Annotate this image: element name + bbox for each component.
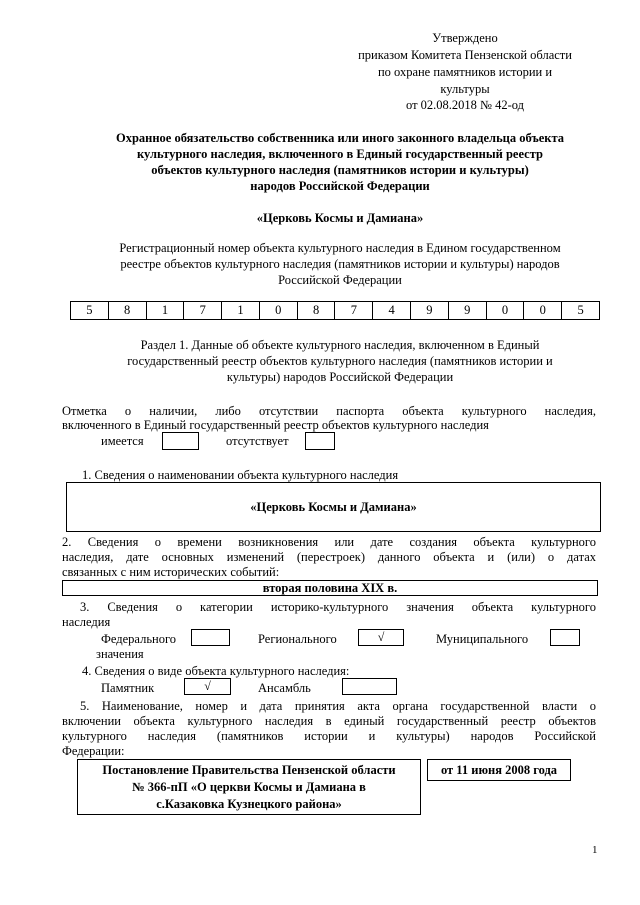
item4-label: 4. Сведения о виде объекта культурного наследия: <box>82 664 350 678</box>
item5-line-4: Федерации: <box>62 744 125 758</box>
section1-line-1: Раздел 1. Данные об объекте культурного наследия, включенном в Единый <box>140 338 540 352</box>
page-number: 1 <box>592 844 598 856</box>
item3-line-3: значения <box>96 647 144 661</box>
item1-value-box <box>66 482 601 532</box>
item3-line-2: наследия <box>62 615 111 629</box>
approval-line-3: по охране памятников истории и <box>377 65 553 79</box>
item2-line-3: связанных с ним исторических событий: <box>62 565 280 579</box>
item5-line-1: 5. Наименование, номер и дата принятия акта органа государственной власти о <box>80 699 596 713</box>
item5-act-line-1: Постановление Правительства Пензенской области <box>102 763 396 777</box>
item5-line-2: включении объекта культурного наследия в единый государственный реестр объектов <box>62 714 596 728</box>
item5-act-line-3: с.Казаковка Кузнецкого района» <box>156 797 342 811</box>
item3-federal-label: Федерального <box>101 632 177 646</box>
registration-number-table <box>70 301 600 320</box>
item3-regional-checkbox[interactable]: √ <box>358 629 404 646</box>
reg-digit: 0 <box>259 302 297 320</box>
item4-ensemble-checkbox[interactable] <box>342 678 397 695</box>
title-line-3: объектов культурного наследия (памятников истории и культуры) <box>151 163 529 177</box>
passport-exists-checkbox[interactable] <box>162 432 199 450</box>
approval-line-5: от 02.08.2018 № 42-од <box>405 98 524 112</box>
item3-municipal-label: Муниципального <box>436 632 529 646</box>
passport-line-2: включенного в Единый государственный реестр объектов культурного наследия <box>62 418 489 432</box>
approval-line-2: приказом Комитета Пензенской области <box>358 48 572 62</box>
passport-line-1: Отметка о наличии, либо отсутствии паспорта объекта культурного наследия, <box>62 404 596 418</box>
item1-label: 1. Сведения о наименовании объекта культурного наследия <box>82 468 399 482</box>
passport-absent-label: отсутствует <box>226 434 289 448</box>
item5-date-box <box>427 759 571 781</box>
title-line-1: Охранное обязательство собственника или иного законного владельца объекта <box>115 131 565 145</box>
item2-line-1: 2. Сведения о времени возникновения или дате создания объекта культурного <box>62 535 596 549</box>
reg-digit: 8 <box>297 302 335 320</box>
reg-digit: 1 <box>222 302 260 320</box>
registration-label-line-2: реестре объектов культурного наследия (памятников истории и культуры) народов <box>120 257 560 271</box>
item3-federal-checkbox[interactable] <box>191 629 230 646</box>
item2-line-2: наследия, дате основных изменений (перестроек) данного объекта и (или) о датах <box>62 550 596 564</box>
item3-regional-label: Регионального <box>258 632 337 646</box>
item3-municipal-checkbox[interactable] <box>550 629 580 646</box>
item3-line-1: 3. Сведения о категории историко-культурного значения объекта культурного <box>80 600 596 614</box>
registration-label-line-3: Российской Федерации <box>278 273 402 287</box>
item2-value-box <box>62 580 598 596</box>
title-line-2: культурного наследия, включенного в Единый государственный реестр <box>137 147 543 161</box>
approval-line-4: культуры <box>440 82 490 96</box>
item5-act-line-2: № 366-пП «О церкви Космы и Дамиана в <box>132 780 366 794</box>
reg-digit: 7 <box>184 302 222 320</box>
reg-digit: 7 <box>335 302 373 320</box>
title-line-4: народов Российской Федерации <box>250 179 430 193</box>
reg-digit: 5 <box>71 302 109 320</box>
section1-line-3: культуры) народов Российской Федерации <box>226 370 454 384</box>
section1-line-2: государственный реестр объектов культурного наследия (памятников истории и <box>127 354 553 368</box>
reg-digit: 0 <box>524 302 562 320</box>
approval-line-1: Утверждено <box>432 31 498 45</box>
object-name-heading: «Церковь Космы и Дамиана» <box>256 211 424 225</box>
item4-monument-label: Памятник <box>101 681 155 695</box>
reg-digit: 9 <box>448 302 486 320</box>
item2-value: вторая половина XIX в. <box>262 581 398 595</box>
item5-act-date: от 11 июня 2008 года <box>440 763 558 777</box>
reg-digit: 4 <box>373 302 411 320</box>
passport-exists-label: имеется <box>101 434 144 448</box>
passport-absent-checkbox[interactable] <box>305 432 335 450</box>
reg-digit: 5 <box>562 302 600 320</box>
registration-label-line-1: Регистрационный номер объекта культурного наследия в Едином государственном <box>119 241 561 255</box>
item4-monument-checkbox[interactable]: √ <box>184 678 231 695</box>
item5-line-3: культурного наследия (памятников истории и культуры) народов Российской <box>62 729 596 743</box>
item5-act-box <box>77 759 421 815</box>
item1-value: «Церковь Космы и Дамиана» <box>250 500 417 514</box>
reg-digit: 9 <box>411 302 449 320</box>
reg-digit: 0 <box>486 302 524 320</box>
reg-digit: 8 <box>108 302 146 320</box>
item4-ensemble-label: Ансамбль <box>258 681 311 695</box>
reg-digit: 1 <box>146 302 184 320</box>
